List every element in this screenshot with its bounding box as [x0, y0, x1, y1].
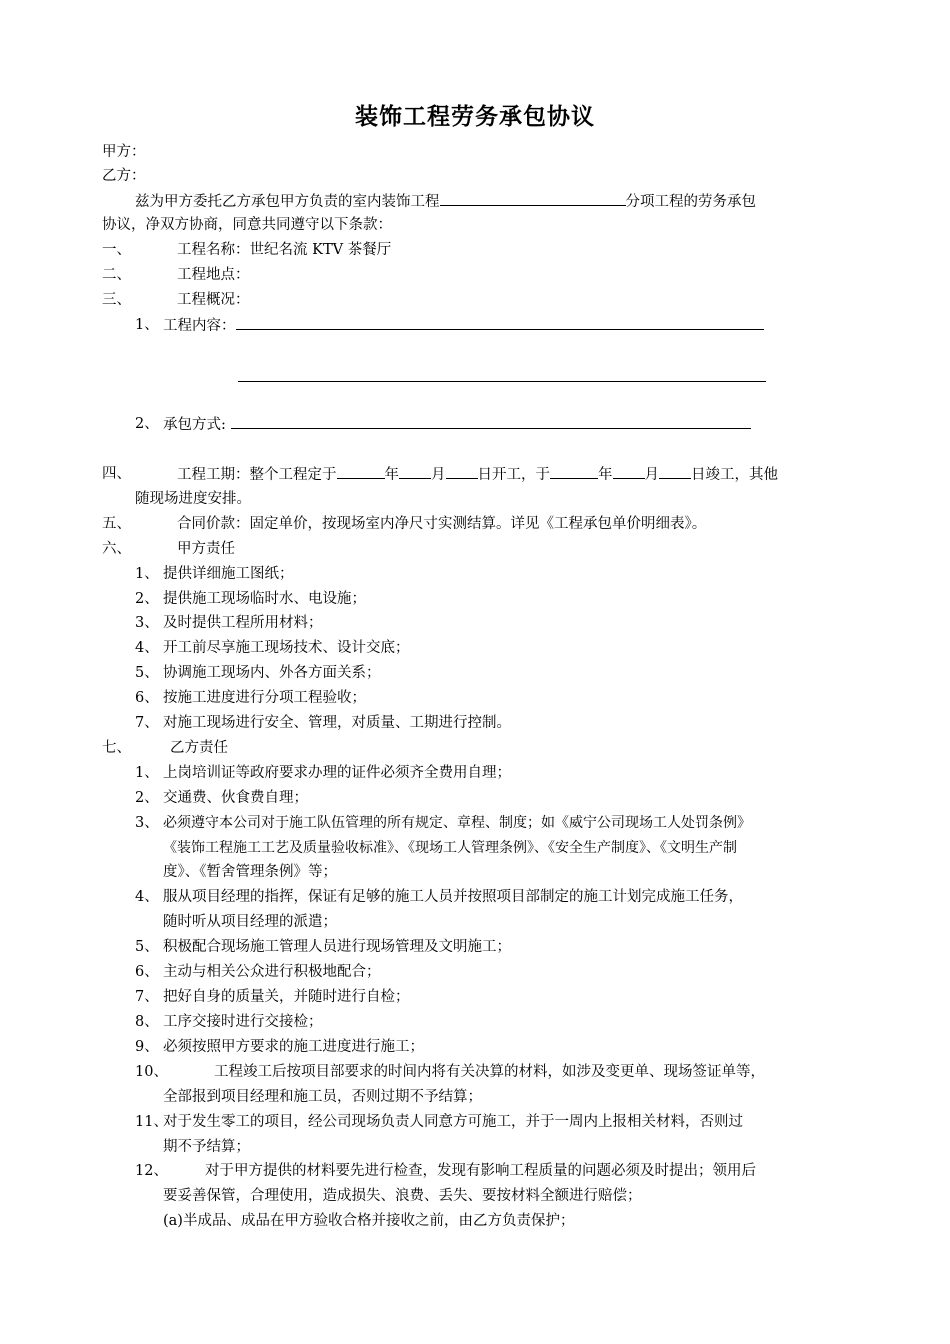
intro-part-1: 兹为甲方委托乙方承包甲方负责的室内装饰工程	[135, 194, 440, 210]
contract-mode-number: 2、	[135, 416, 159, 432]
section-7-title: 乙方责任	[170, 740, 228, 756]
party-a-duty-5-number: 5、	[135, 665, 159, 681]
party-b-duty-10-line-1: 工程竣工后按项目部要求的时间内将有关决算的材料，如涉及变更单、现场签证单等，	[214, 1064, 765, 1080]
end-month-label: 月	[644, 467, 659, 483]
party-b-duty-12-sub-a: (a)半成品、成品在甲方验收合格并接收之前，由乙方负责保护；	[163, 1213, 575, 1229]
intro-line-1	[135, 191, 756, 212]
section-4-number: 四、	[102, 466, 131, 482]
party-b-duty-4-number: 4、	[135, 889, 159, 905]
work-content-blank-2-row	[238, 367, 766, 388]
contract-mode-blank	[231, 414, 751, 429]
end-day-blank	[659, 464, 691, 479]
party-b-duty-1-number: 1、	[135, 765, 159, 781]
party-b-duty-10-line-2: 全部报到项目经理和施工员，否则过期不予结算；	[163, 1089, 482, 1105]
work-content-line	[163, 315, 764, 336]
party-b-duty-5-number: 5、	[135, 939, 159, 955]
work-content-number: 1、	[135, 317, 159, 333]
party-b-duty-1-text: 上岗培训证等政府要求办理的证件必须齐全费用自理；	[163, 765, 511, 781]
section-6-number: 六、	[102, 541, 131, 557]
section-3-text: 工程概况：	[177, 292, 250, 308]
party-a-duty-3-text: 及时提供工程所用材料；	[163, 615, 323, 631]
party-a-duty-1-number: 1、	[135, 566, 159, 582]
party-b-duty-10-number: 10、	[135, 1064, 168, 1080]
party-b-duty-4-line-2: 随时听从项目经理的派遣；	[163, 914, 337, 930]
party-b-duty-8-text: 工序交接时进行交接检；	[163, 1014, 323, 1030]
section-6-title: 甲方责任	[177, 541, 235, 557]
start-year-blank	[337, 464, 385, 479]
party-b-duty-6-text: 主动与相关公众进行积极地配合；	[163, 964, 381, 980]
start-day-label: 日开工，于	[477, 467, 550, 483]
section-5-number: 五、	[102, 516, 131, 532]
party-b-duty-12-line-2: 要妥善保管，合理使用，造成损失、浪费、丢失、要按材料全额进行赔偿；	[163, 1188, 642, 1204]
party-a-duty-2-text: 提供施工现场临时水、电设施；	[163, 591, 366, 607]
party-b-duty-2-number: 2、	[135, 790, 159, 806]
duration-label: 工程工期：整个工程定于	[177, 467, 337, 483]
start-month-blank	[399, 464, 431, 479]
intro-line-2: 协议，净双方协商，同意共同遵守以下条款：	[102, 217, 392, 233]
party-a-duty-4-number: 4、	[135, 640, 159, 656]
party-b-duty-6-number: 6、	[135, 964, 159, 980]
section-2-text: 工程地点：	[177, 267, 250, 283]
party-a-label: 甲方：	[102, 144, 146, 160]
contract-mode-line	[163, 414, 751, 435]
party-a-duty-4-text: 开工前尽享施工现场技术、设计交底；	[163, 640, 410, 656]
project-name-blank	[440, 191, 626, 206]
section-2-number: 二、	[102, 267, 131, 283]
party-b-duty-5-text: 积极配合现场施工管理人员进行现场管理及文明施工；	[163, 939, 511, 955]
document-title: 装饰工程劳务承包协议	[355, 104, 595, 130]
party-a-duty-3-number: 3、	[135, 615, 159, 631]
party-a-duty-5-text: 协调施工现场内、外各方面关系；	[163, 665, 381, 681]
party-b-duty-4-line-1: 服从项目经理的指挥，保证有足够的施工人员并按照项目部制定的施工计划完成施工任务，	[163, 889, 743, 905]
end-month-blank	[613, 464, 645, 479]
end-day-label: 日竣工，其他	[691, 467, 778, 483]
party-a-duty-2-number: 2、	[135, 591, 159, 607]
party-b-duty-7-text: 把好自身的质量关，并随时进行自检；	[163, 989, 410, 1005]
party-b-duty-3-number: 3、	[135, 815, 159, 831]
party-b-duty-11-number: 11、	[135, 1114, 168, 1130]
section-4-line-1	[177, 464, 778, 485]
section-5-text: 合同价款：固定单价，按现场室内净尺寸实测结算。详见《工程承包单价明细表》。	[177, 516, 707, 532]
month-label: 月	[431, 467, 446, 483]
party-a-duty-7-number: 7、	[135, 715, 159, 731]
work-content-label: 工程内容：	[163, 318, 236, 334]
party-b-duty-9-text: 必须按照甲方要求的施工进度进行施工；	[163, 1039, 424, 1055]
party-b-duty-2-text: 交通费、伙食费自理；	[163, 790, 308, 806]
section-3-number: 三、	[102, 292, 131, 308]
end-year-blank	[550, 464, 598, 479]
party-b-duty-12-line-1: 对于甲方提供的材料要先进行检查，发现有影响工程质量的问题必须及时提出；领用后	[205, 1163, 756, 1179]
party-b-duty-9-number: 9、	[135, 1039, 159, 1055]
intro-part-2: 分项工程的劳务承包	[625, 194, 756, 210]
party-a-duty-6-number: 6、	[135, 690, 159, 706]
party-b-duty-12-number: 12、	[135, 1163, 168, 1179]
party-b-duty-3-line-3: 度》、《暂舍管理条例》等；	[163, 864, 337, 880]
party-a-duty-7-text: 对施工现场进行安全、管理，对质量、工期进行控制。	[163, 715, 511, 731]
party-b-duty-8-number: 8、	[135, 1014, 159, 1030]
party-b-label: 乙方：	[102, 168, 146, 184]
party-b-duty-11-line-1: 对于发生零工的项目，经公司现场负责人同意方可施工，并于一周内上报相关材料，否则过	[163, 1114, 743, 1130]
work-content-blank	[236, 315, 764, 330]
party-b-duty-11-line-2: 期不予结算；	[163, 1139, 250, 1155]
party-a-duty-1-text: 提供详细施工图纸；	[163, 566, 294, 582]
section-7-number: 七、	[102, 740, 131, 756]
section-1-number: 一、	[102, 242, 131, 258]
section-4-line-2: 随现场进度安排。	[135, 491, 251, 507]
party-b-duty-7-number: 7、	[135, 989, 159, 1005]
section-1-text: 工程名称：世纪名流 KTV 茶餐厅	[177, 242, 392, 258]
party-b-duty-3-line-2: 《装饰工程施工工艺及质量验收标准》、《现场工人管理条例》、《安全生产制度》、《文明生产制	[163, 840, 737, 856]
start-day-blank	[446, 464, 478, 479]
contract-mode-label: 承包方式:	[163, 417, 226, 433]
end-year-label: 年	[598, 467, 613, 483]
year-label: 年	[384, 467, 399, 483]
party-a-duty-6-text: 按施工进度进行分项工程验收；	[163, 690, 366, 706]
party-b-duty-3-line-1: 必须遵守本公司对于施工队伍管理的所有规定、章程、制度；如《威宁公司现场工人处罚条例》	[163, 815, 751, 831]
work-content-blank-2	[238, 367, 766, 382]
